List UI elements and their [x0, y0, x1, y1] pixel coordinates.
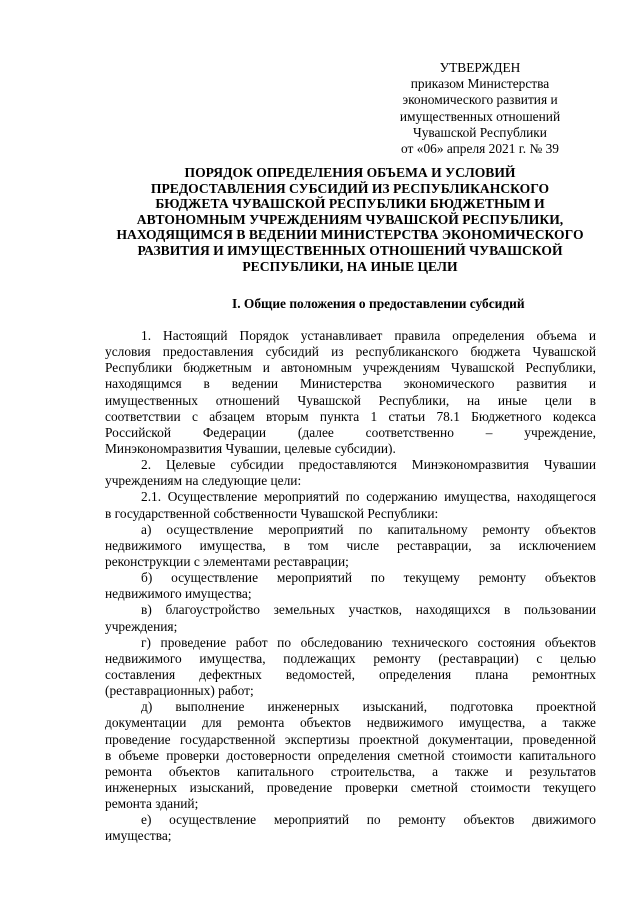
text-line: документации для ремонта объектов недвижимого имущества, а также [105, 715, 596, 731]
title-line: ПОРЯДОК ОПРЕДЕЛЕНИЯ ОБЪЕМА И УСЛОВИЙ [184, 165, 516, 180]
approval-line: имущественных отношений [399, 108, 561, 124]
approval-line: приказом Министерства [410, 76, 550, 92]
text-line: в) благоустройство земельных участков, находящихся в пользовании [141, 602, 596, 618]
item-d [105, 699, 596, 812]
title-line: НАХОДЯЩИМСЯ В ВЕДЕНИИ МИНИСТЕРСТВА ЭКОНОМИЧЕСКОГО [116, 227, 584, 243]
section-heading: I. Общие положения о предоставлении субсидий [232, 296, 525, 311]
item-g [105, 635, 596, 700]
item-v [105, 602, 596, 634]
text-line: в объеме проверки достоверности определения сметной стоимости капитального [105, 747, 596, 763]
text-line: имущественных отношений Чувашской Республики, на иные цели в [105, 392, 596, 408]
text-line: ремонта объектов капитального строительства, а также и результатов [105, 763, 596, 779]
text-line: г) проведение работ по обследованию технического состояния объектов [141, 634, 596, 650]
text-line: 2.1. Осуществление мероприятий по содержанию имущества, находящегося [141, 489, 596, 505]
paragraph-2 [105, 457, 596, 489]
text-line: е) осуществление мероприятий по ремонту объектов движимого [141, 812, 596, 828]
text-line: инженерных изысканий, проведение проверки сметной стоимости текущего [105, 779, 596, 795]
title-line: БЮДЖЕТА ЧУВАШСКОЙ РЕСПУБЛИКИ БЮДЖЕТНЫМ И [155, 196, 545, 212]
document-body [105, 328, 596, 845]
item-e [105, 812, 596, 844]
text-line: учреждения; [105, 618, 178, 634]
text-line: учреждениям на следующие цели: [105, 473, 302, 489]
text-line: реконструкции с элементами реставрации; [105, 553, 349, 569]
approval-stamp [380, 60, 580, 157]
text-line: б) осуществление мероприятий по текущему ремонту объектов [141, 570, 596, 586]
text-line: составления дефектных ведомостей, определения плана ремонтных [105, 666, 596, 682]
document-title [100, 165, 600, 274]
text-line: д) выполнение инженерных изысканий, подготовка проектной [141, 699, 596, 715]
text-line: недвижимого имущества; [105, 586, 252, 602]
text-line: находящимся в ведении Министерства экономического развития и [105, 376, 596, 392]
text-line: соответствии с абзацем вторым пункта 1 статьи 78.1 Бюджетного кодекса [105, 408, 596, 424]
text-line: 1. Настоящий Порядок устанавливает правила определения объема и [141, 328, 596, 343]
title-line: РЕСПУБЛИКИ, НА ИНЫЕ ЦЕЛИ [242, 258, 458, 274]
text-line: (реставрационных) работ; [105, 683, 254, 699]
paragraph-2-1 [105, 489, 596, 521]
title-line: АВТОНОМНЫМ УЧРЕЖДЕНИЯМ ЧУВАШСКОЙ РЕСПУБЛИКИ, [136, 211, 564, 227]
approval-line: УТВЕРЖДЕН [439, 60, 521, 75]
text-line: имущества; [105, 828, 172, 844]
approval-line: Чувашской Республики [413, 124, 547, 140]
text-line: Республики бюджетным и автономным учреждениям Чувашской Республики, [105, 360, 596, 376]
text-line: условия предоставления субсидий из республиканского бюджета Чувашской [105, 344, 596, 360]
title-line: РАЗВИТИЯ И ИМУЩЕСТВЕННЫХ ОТНОШЕНИЙ ЧУВАШСКОЙ [137, 242, 563, 258]
approval-line: экономического развития и [402, 92, 558, 108]
text-line: 2. Целевые субсидии предоставляются Минэкономразвития Чувашии [141, 457, 596, 473]
text-line: Российской Федерации (далее соответственно – учреждение, [105, 424, 596, 440]
item-a [105, 522, 596, 570]
paragraph-1 [105, 328, 596, 457]
text-line: Минэкономразвития Чувашии, целевые субсидии). [105, 440, 396, 456]
text-line: в государственной собственности Чувашской Республики: [105, 505, 439, 521]
text-line: проведение государственной экспертизы проектной документации, проведенной [105, 731, 596, 747]
item-b [105, 570, 596, 602]
text-line: недвижимого имущества, в том числе реставрации, за исключением [105, 537, 596, 553]
title-line: ПРЕДОСТАВЛЕНИЯ СУБСИДИЙ ИЗ РЕСПУБЛИКАНСКОГО [150, 180, 550, 196]
text-line: недвижимого имущества, подлежащих ремонту (реставрации) с целью [105, 650, 596, 666]
approval-line: от «06» апреля 2021 г. № 39 [401, 141, 559, 157]
text-line: а) осуществление мероприятий по капитальному ремонту объектов [141, 521, 596, 537]
text-line: ремонта зданий; [105, 796, 199, 812]
